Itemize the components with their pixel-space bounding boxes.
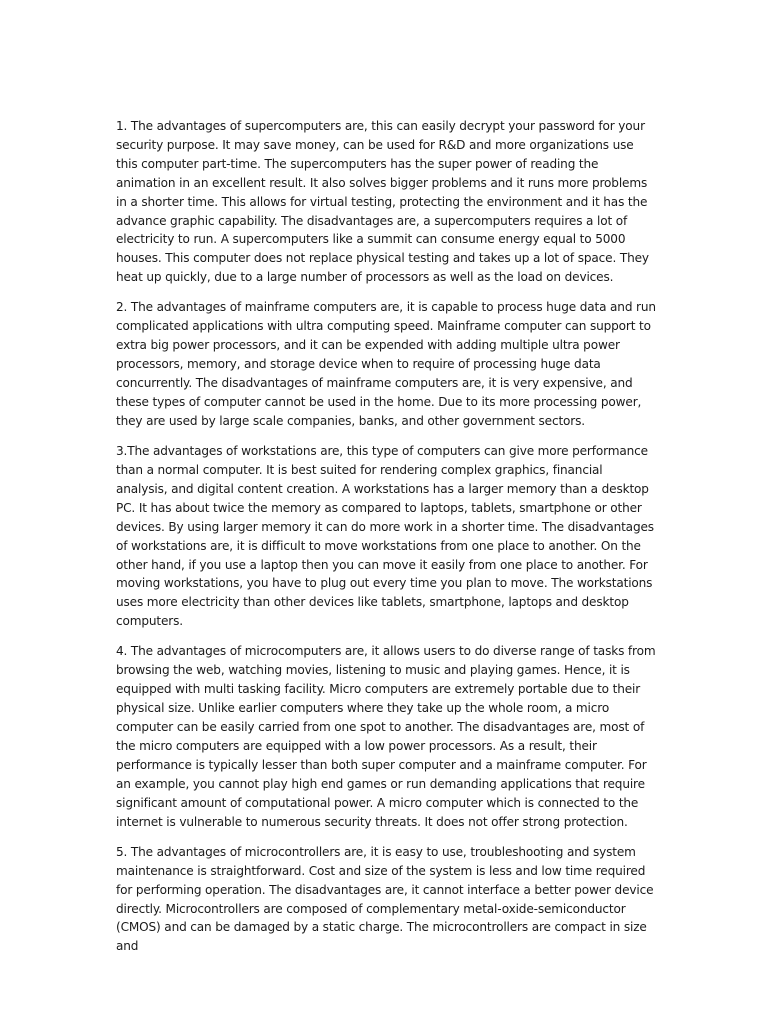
paragraph-workstations: 3.The advantages of workstations are, this type of computers can give more performance than a normal computer. It is best suited for rendering complex graphics, financial analysis, and digital content creation. A workstations has a larger memory than a desktop PC. It has about twice the memory as compared to laptops, tablets, smartphone or other devices. By using larger memory it can do more work in a shorter time. The disadvantages of workstations are, it is difficult to move workstations from one place to another. On the other hand, if you use a laptop then you can move it easily from one place to another. For moving workstations, you have to plug out every time you plan to move. The workstations uses more electricity than other devices like tablets, smartphone, laptops and desktop computers. bbox=[116, 444, 654, 629]
document-body bbox=[116, 117, 656, 968]
paragraph-microcomputers: 4. The advantages of microcomputers are, it allows users to do diverse range of tasks from browsing the web, watching movies, listening to music and playing games. Hence, it is equipped with multi tasking facility. Micro computers are extremely portable due to their physical size. Unlike earlier computers where they take up the whole room, a micro computer can be easily carried from one spot to another. The disadvantages are, most of the micro computers are equipped with a low power processors. As a result, their performance is typically lesser than both super computer and a mainframe computer. For an example, you cannot play high end games or run demanding applications that require significant amount of computational power. A micro computer which is connected to the internet is vulnerable to numerous security threats. It does not offer strong protection. bbox=[116, 644, 656, 829]
paragraph-microcontrollers: 5. The advantages of microcontrollers are, it is easy to use, troubleshooting and system maintenance is straightforward. Cost and size of the system is less and low time required for performing operation. The disadvantages are, it cannot interface a better power device directly. Microcontrollers are composed of complementary metal-oxide-semiconductor (CMOS) and can be damaged by a static charge. The microcontrollers are compact in size and bbox=[116, 844, 654, 954]
paragraph-supercomputers: 1. The advantages of supercomputers are, this can easily decrypt your password for your security purpose. It may save money, can be used for R&D and more organizations use this computer part-time. The supercomputers has the super power of reading the animation in an excellent result. It also solves bigger problems and it runs more problems in a shorter time. This allows for virtual testing, protecting the environment and it has the advance graphic capability. The disadvantages are, a supercomputers requires a lot of electricity to run. A supercomputers like a summit can consume energy equal to 5000 houses. This computer does not replace physical testing and takes up a lot of space. They heat up quickly, due to a large number of processors as well as the load on devices. bbox=[116, 119, 649, 285]
paragraph-mainframe-computers: 2. The advantages of mainframe computers are, it is capable to process huge data and run complicated applications with ultra computing speed. Mainframe computer can support to extra big power processors, and it can be expended with adding multiple ultra power processors, memory, and storage device when to require of processing huge data concurrently. The disadvantages of mainframe computers are, it is very expensive, and these types of computer cannot be used in the home. Due to its more processing power, they are used by large scale companies, banks, and other government sectors. bbox=[116, 300, 656, 428]
